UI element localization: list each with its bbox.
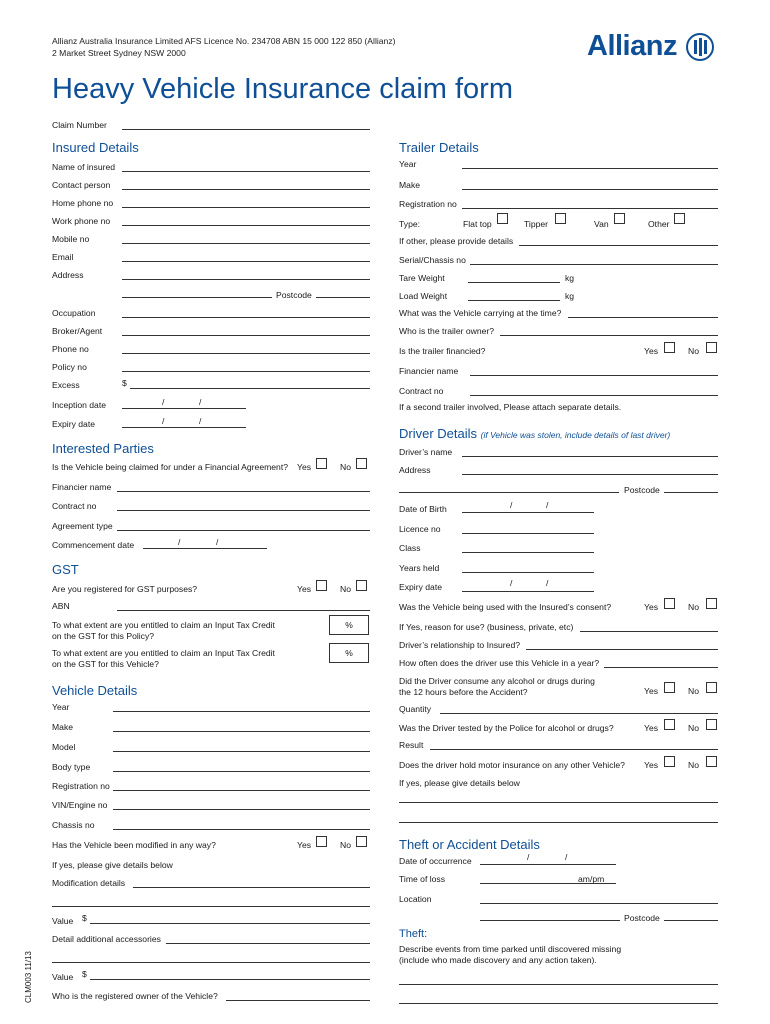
theft-subheading: Theft:	[399, 928, 428, 940]
other-checkbox[interactable]	[674, 213, 685, 224]
flat-top-checkbox[interactable]	[497, 213, 508, 224]
value-2-field[interactable]	[90, 979, 370, 980]
trailer-type-label: Type:	[399, 219, 421, 229]
no-label: No	[688, 346, 699, 356]
vehicle-year-label: Year	[52, 702, 70, 712]
itc-vehicle-percent-field[interactable]: %	[329, 643, 369, 663]
driver-postcode-label: Postcode	[624, 485, 660, 495]
occupation-label: Occupation	[52, 308, 96, 318]
interested-parties-heading: Interested Parties	[52, 441, 154, 456]
theft-description-line-1: Describe events from time parked until discovered missing	[399, 944, 622, 954]
address-field[interactable]	[122, 279, 370, 280]
date-separator: /	[546, 500, 549, 510]
driver-name-field[interactable]	[462, 456, 718, 457]
gst-registered-yes-checkbox[interactable]	[316, 580, 327, 591]
trailer-financed-question: Is the trailer financied?	[399, 346, 486, 356]
yes-label: Yes	[297, 584, 312, 594]
licence-expiry-field[interactable]	[462, 591, 594, 592]
driver-address-field[interactable]	[462, 474, 718, 475]
date-separator: /	[527, 852, 530, 862]
page-title: Heavy Vehicle Insurance claim form	[52, 73, 513, 105]
itc-vehicle-line-2: on the GST for this Vehicle?	[52, 659, 159, 669]
trailer-owner-label: Who is the trailer owner?	[399, 326, 495, 336]
address-label: Address	[52, 270, 84, 280]
serial-chassis-field[interactable]	[470, 264, 718, 265]
theft-description-line-2: (include who made discovery and any action taken).	[399, 955, 597, 965]
financier-name-field[interactable]	[117, 491, 370, 492]
years-held-field[interactable]	[462, 572, 594, 573]
dob-field[interactable]	[462, 512, 594, 513]
trailer-contract-field[interactable]	[470, 395, 718, 396]
yes-label: Yes	[297, 840, 312, 850]
policy-label: Policy no	[52, 362, 87, 372]
yes-label: Yes	[644, 760, 659, 770]
expiry-date-label: Expiry date	[52, 419, 95, 429]
trailer-financed-yes-checkbox[interactable]	[664, 342, 675, 353]
no-label: No	[340, 840, 351, 850]
location-postcode-label: Postcode	[624, 913, 660, 923]
insured-details-heading: Insured Details	[52, 140, 139, 155]
home-phone-label: Home phone no	[52, 198, 114, 208]
inception-date-field[interactable]	[122, 408, 246, 409]
agreement-type-label: Agreement type	[52, 521, 113, 531]
vin-engine-field[interactable]	[113, 809, 370, 810]
postcode-label: Postcode	[276, 290, 312, 300]
modification-details-label: Modification details	[52, 878, 126, 888]
registered-owner-field[interactable]	[226, 1000, 370, 1001]
policy-field[interactable]	[122, 371, 370, 372]
theft-description-line-field-1[interactable]	[399, 984, 718, 985]
chassis-field[interactable]	[113, 829, 370, 830]
phone-field[interactable]	[122, 353, 370, 354]
itc-policy-percent-field[interactable]: %	[329, 615, 369, 635]
allianz-logo: Allianz	[587, 30, 677, 62]
location-field[interactable]	[480, 903, 718, 904]
relationship-field[interactable]	[526, 649, 718, 650]
mobile-field[interactable]	[122, 243, 370, 244]
body-type-label: Body type	[52, 762, 91, 772]
alcohol-question	[399, 676, 595, 698]
ampm-label: am/pm	[578, 874, 605, 884]
carrying-field[interactable]	[568, 317, 718, 318]
broker-agent-label: Broker/Agent	[52, 326, 103, 336]
address-line-2-field[interactable]	[122, 297, 272, 298]
vehicle-details-heading: Vehicle Details	[52, 683, 138, 698]
other-insurance-details-line-2[interactable]	[399, 822, 718, 823]
claim-number-field[interactable]	[122, 129, 370, 130]
quantity-field[interactable]	[440, 713, 718, 714]
relationship-label: Driver’s relationship to Insured?	[399, 640, 521, 650]
excess-label: Excess	[52, 380, 80, 390]
licence-label: Licence no	[399, 524, 441, 534]
phone-label: Phone no	[52, 344, 89, 354]
date-separator: /	[216, 537, 219, 547]
body-type-field[interactable]	[113, 771, 370, 772]
serial-chassis-label: Serial/Chassis no	[399, 255, 466, 265]
postcode-field[interactable]	[316, 297, 370, 298]
work-phone-label: Work phone no	[52, 216, 111, 226]
alcohol-yes-checkbox[interactable]	[664, 682, 675, 693]
tare-weight-field[interactable]	[468, 282, 560, 283]
trailer-rego-field[interactable]	[462, 208, 718, 209]
claim-number-label: Claim Number	[52, 120, 107, 130]
itc-policy-line-1: To what extent are you entitled to claim an Input Tax Credit	[52, 620, 275, 630]
years-held-label: Years held	[399, 563, 440, 573]
licence-expiry-label: Expiry date	[399, 582, 442, 592]
contact-person-field[interactable]	[122, 189, 370, 190]
location-label: Location	[399, 894, 432, 904]
form-code: CLM003 11/13	[24, 951, 33, 1003]
name-of-insured-field[interactable]	[122, 171, 370, 172]
value-2-label: Value	[52, 972, 74, 982]
driver-postcode-field[interactable]	[664, 492, 718, 493]
yes-label: Yes	[644, 346, 659, 356]
load-weight-label: Load Weight	[399, 291, 448, 301]
theft-description-line-field-2[interactable]	[399, 1003, 718, 1004]
occupation-field[interactable]	[122, 317, 370, 318]
abn-field[interactable]	[117, 610, 370, 611]
accessories-line-2[interactable]	[52, 962, 370, 963]
trailer-details-heading: Trailer Details	[399, 140, 479, 155]
no-label: No	[688, 723, 699, 733]
consent-question: Was the Vehicle being used with the Insured’s consent?	[399, 602, 612, 612]
alcohol-line-1: Did the Driver consume any alcohol or drugs during	[399, 676, 595, 686]
modification-details-field[interactable]	[133, 887, 370, 888]
itc-policy-line-2: on the GST for this Policy?	[52, 631, 155, 641]
chassis-label: Chassis no	[52, 820, 95, 830]
van-label: Van	[594, 219, 609, 229]
trailer-financier-field[interactable]	[470, 375, 718, 376]
dob-label: Date of Birth	[399, 504, 447, 514]
gst-registered-no-checkbox[interactable]	[356, 580, 367, 591]
no-label: No	[688, 686, 699, 696]
value-dollar-sign: $	[82, 913, 87, 923]
excess-field[interactable]	[130, 388, 370, 389]
contract-no-label: Contract no	[52, 501, 97, 511]
theft-description-instructions	[399, 944, 621, 966]
email-label: Email	[52, 252, 74, 262]
agreement-type-field[interactable]	[117, 530, 370, 531]
financial-agreement-question: Is the Vehicle being claimed for under a Financial Agreement?	[52, 462, 288, 472]
home-phone-field[interactable]	[122, 207, 370, 208]
itc-policy-question	[52, 620, 275, 642]
date-separator: /	[162, 416, 165, 426]
other-label: Other	[648, 219, 670, 229]
other-details-field[interactable]	[519, 245, 718, 246]
other-insurance-yes-checkbox[interactable]	[664, 756, 675, 767]
no-label: No	[688, 760, 699, 770]
licence-field[interactable]	[462, 533, 594, 534]
modification-details-line-2[interactable]	[52, 906, 370, 907]
date-separator: /	[546, 578, 549, 588]
van-checkbox[interactable]	[614, 213, 625, 224]
yes-label: Yes	[644, 723, 659, 733]
class-field[interactable]	[462, 552, 594, 553]
vehicle-rego-label: Registration no	[52, 781, 110, 791]
vehicle-make-label: Make	[52, 722, 74, 732]
driver-address-line-2[interactable]	[399, 492, 619, 493]
inception-date-label: Inception date	[52, 400, 106, 410]
tare-weight-unit: kg	[565, 273, 575, 283]
commencement-date-label: Commencement date	[52, 540, 135, 550]
date-separator: /	[510, 500, 513, 510]
modified-if-yes-note: If yes, please give details below	[52, 860, 173, 870]
financier-name-label: Financier name	[52, 482, 112, 492]
date-separator: /	[565, 852, 568, 862]
gst-heading: GST	[52, 562, 79, 577]
occurrence-date-field[interactable]	[480, 864, 616, 865]
trailer-financier-label: Financier name	[399, 366, 459, 376]
other-insurance-note: If yes, please give details below	[399, 778, 520, 788]
carrying-label: What was the Vehicle carrying at the time?	[399, 308, 562, 318]
no-label: No	[688, 602, 699, 612]
reason-label: If Yes, reason for use? (business, private, etc)	[399, 622, 574, 632]
date-separator: /	[510, 578, 513, 588]
trailer-year-field[interactable]	[462, 168, 718, 169]
email-field[interactable]	[122, 261, 370, 262]
vehicle-year-field[interactable]	[113, 711, 370, 712]
how-often-field[interactable]	[604, 667, 718, 668]
location-postcode-field[interactable]	[664, 920, 718, 921]
alcohol-no-checkbox[interactable]	[706, 682, 717, 693]
time-of-loss-field[interactable]	[480, 883, 616, 884]
allianz-eagle-icon	[686, 33, 714, 61]
how-often-label: How often does the driver use this Vehicle in a year?	[399, 658, 600, 668]
occurrence-date-label: Date of occurrence	[399, 856, 472, 866]
driver-address-label: Address	[399, 465, 431, 475]
contact-person-label: Contact person	[52, 180, 111, 190]
gst-registered-question: Are you registered for GST purposes?	[52, 584, 198, 594]
modified-no-checkbox[interactable]	[356, 836, 367, 847]
yes-label: Yes	[644, 686, 659, 696]
tested-no-checkbox[interactable]	[706, 719, 717, 730]
excess-dollar-sign: $	[122, 378, 127, 388]
date-separator: /	[199, 397, 202, 407]
value-field[interactable]	[90, 923, 370, 924]
commencement-date-field[interactable]	[143, 548, 267, 549]
other-insurance-details-line-1[interactable]	[399, 802, 718, 803]
flat-top-label: Flat top	[463, 219, 492, 229]
broker-agent-field[interactable]	[122, 335, 370, 336]
accessories-label: Detail additional accessories	[52, 934, 161, 944]
name-of-insured-label: Name of insured	[52, 162, 116, 172]
location-line-2[interactable]	[480, 920, 620, 921]
no-label: No	[340, 462, 351, 472]
insurer-address-line: 2 Market Street Sydney NSW 2000	[52, 48, 186, 58]
driver-name-label: Driver’s name	[399, 447, 453, 457]
date-separator: /	[199, 416, 202, 426]
contract-no-field[interactable]	[117, 510, 370, 511]
driver-details-note: (if Vehicle was stolen, include details of last driver)	[480, 430, 671, 440]
vin-engine-label: VIN/Engine no	[52, 800, 108, 810]
accessories-field[interactable]	[166, 943, 370, 944]
tested-question: Was the Driver tested by the Police for alcohol or drugs?	[399, 723, 614, 733]
yes-label: Yes	[297, 462, 312, 472]
trailer-make-label: Make	[399, 180, 421, 190]
consent-no-checkbox[interactable]	[706, 598, 717, 609]
expiry-date-field[interactable]	[122, 427, 246, 428]
insurer-licence-line: Allianz Australia Insurance Limited AFS Licence No. 234708 ABN 15 000 122 850 (Allianz)	[52, 36, 396, 46]
driver-details-heading	[399, 426, 670, 441]
modified-question: Has the Vehicle been modified in any way?	[52, 840, 216, 850]
driver-details-title: Driver Details	[399, 426, 478, 441]
vehicle-model-label: Model	[52, 742, 76, 752]
trailer-make-field[interactable]	[462, 189, 718, 190]
yes-label: Yes	[644, 602, 659, 612]
vehicle-model-field[interactable]	[113, 751, 370, 752]
reason-field[interactable]	[580, 631, 718, 632]
alcohol-line-2: the 12 hours before the Accident?	[399, 687, 528, 697]
result-field[interactable]	[430, 749, 718, 750]
trailer-owner-field[interactable]	[500, 335, 718, 336]
insurer-details	[52, 35, 395, 59]
tipper-checkbox[interactable]	[555, 213, 566, 224]
load-weight-field[interactable]	[468, 300, 560, 301]
trailer-financed-no-checkbox[interactable]	[706, 342, 717, 353]
tested-yes-checkbox[interactable]	[664, 719, 675, 730]
consent-yes-checkbox[interactable]	[664, 598, 675, 609]
work-phone-field[interactable]	[122, 225, 370, 226]
value-label: Value	[52, 916, 74, 926]
other-details-label: If other, please provide details	[399, 236, 514, 246]
trailer-contract-label: Contract no	[399, 386, 444, 396]
vehicle-make-field[interactable]	[113, 731, 370, 732]
mobile-label: Mobile no	[52, 234, 90, 244]
result-label: Result	[399, 740, 424, 750]
itc-vehicle-line-1: To what extent are you entitled to claim an Input Tax Credit	[52, 648, 275, 658]
class-label: Class	[399, 543, 421, 553]
abn-label: ABN	[52, 601, 70, 611]
second-trailer-note: If a second trailer involved, Please attach separate details.	[399, 402, 622, 412]
other-insurance-question: Does the driver hold motor insurance on any other Vehicle?	[399, 760, 625, 770]
load-weight-unit: kg	[565, 291, 575, 301]
theft-accident-heading: Theft or Accident Details	[399, 837, 540, 852]
modified-yes-checkbox[interactable]	[316, 836, 327, 847]
date-separator: /	[162, 397, 165, 407]
trailer-rego-label: Registration no	[399, 199, 457, 209]
vehicle-rego-field[interactable]	[113, 790, 370, 791]
time-of-loss-label: Time of loss	[399, 874, 446, 884]
quantity-label: Quantity	[399, 704, 432, 714]
value-2-dollar-sign: $	[82, 969, 87, 979]
date-separator: /	[178, 537, 181, 547]
other-insurance-no-checkbox[interactable]	[706, 756, 717, 767]
tare-weight-label: Tare Weight	[399, 273, 445, 283]
registered-owner-label: Who is the registered owner of the Vehicle?	[52, 991, 218, 1001]
tipper-label: Tipper	[524, 219, 549, 229]
trailer-year-label: Year	[399, 159, 417, 169]
financial-agreement-yes-checkbox[interactable]	[316, 458, 327, 469]
financial-agreement-no-checkbox[interactable]	[356, 458, 367, 469]
no-label: No	[340, 584, 351, 594]
itc-vehicle-question	[52, 648, 275, 670]
